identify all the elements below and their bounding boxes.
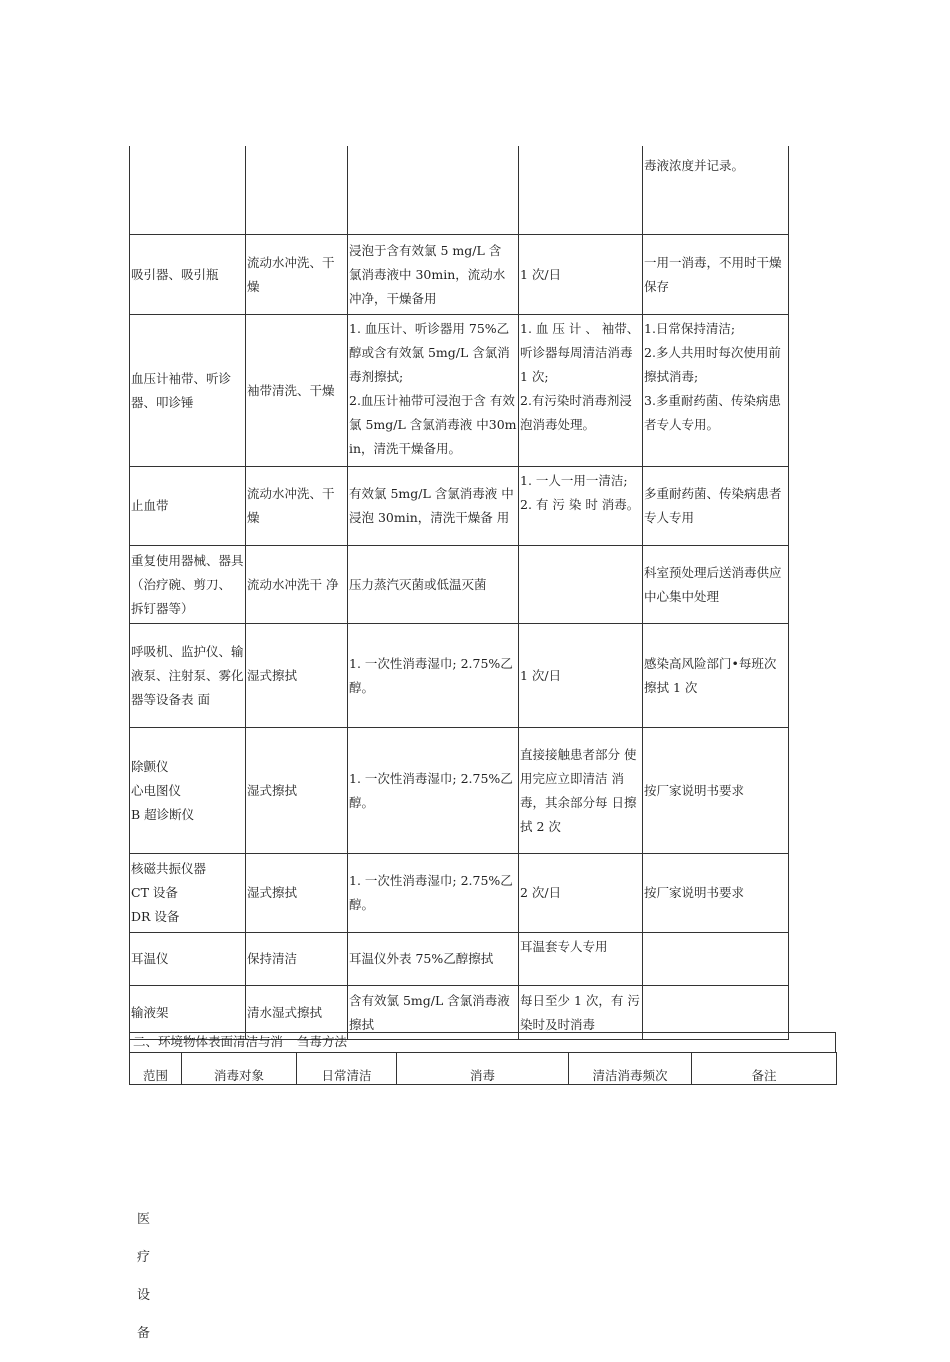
device-cell — [130, 467, 246, 546]
frequency-cell — [519, 315, 643, 467]
cell-text: DR 设备 — [131, 909, 180, 924]
frequency-cell — [519, 854, 643, 933]
cell-text: 呼吸机、监护仪、输液泵、注射泵、雾化器等设备表 面 — [131, 643, 244, 707]
cell-text: 一用一消毒，不用时干燥保存 — [644, 254, 782, 294]
cell-text: 湿式擦拭 — [247, 667, 298, 683]
table-row — [130, 235, 789, 315]
cell-text: 1. 一次性消毒湿巾; 2.75%乙醇。 — [349, 873, 513, 912]
vertical-char: 备 — [137, 1326, 151, 1341]
cell-text: 止血带 — [131, 498, 169, 513]
device-cell — [130, 933, 246, 986]
cell-text: 1 次/日 — [520, 667, 562, 683]
cell-text: 2.多人共用时每次使用前擦拭消毒; — [644, 345, 781, 384]
cell-text: 除颤仪 — [131, 758, 169, 774]
cell-text: 毒液浓度并记录。 — [644, 158, 745, 173]
table-row — [130, 146, 789, 235]
cell-text: 按厂家说明书要求 — [644, 782, 745, 798]
notes-cell — [643, 624, 789, 728]
cleaning-cell — [246, 235, 348, 315]
disinfection-cell — [348, 854, 519, 933]
cell-text: 输液架 — [131, 1004, 169, 1020]
notes-cell — [643, 467, 789, 546]
vertical-char: 医 — [137, 1212, 151, 1227]
vertical-char: 设 — [137, 1288, 151, 1303]
vertical-label — [137, 1210, 157, 1362]
disinfection-cell — [348, 235, 519, 315]
notes-cell — [643, 146, 789, 235]
cell-text: 流动水冲洗干 净 — [247, 576, 339, 592]
cell-text: 1. 一人一用一清洁; — [520, 473, 628, 488]
device-cell — [130, 315, 246, 467]
section-2-title-left: 二、环境物体表面清洁与消 — [133, 1034, 284, 1049]
disinfection-table — [129, 146, 789, 1040]
device-cell — [130, 546, 246, 624]
cell-text: 有效氯 5mg/L 含氯消毒液 中浸泡 30min，清洗干燥备 用 — [349, 486, 514, 525]
cleaning-cell — [246, 728, 348, 854]
cell-text: 1.日常保持清洁; — [644, 321, 736, 336]
table-row — [130, 315, 789, 467]
cell-text: 耳温仪 — [131, 951, 169, 966]
cell-text: 心电图仪 — [131, 782, 182, 798]
table-row — [130, 546, 789, 624]
cell-text: 每日至少 1 次，有 污染时及时消毒 — [520, 992, 640, 1032]
table-row — [130, 624, 789, 728]
notes-cell — [643, 728, 789, 854]
cell-text: 浸泡于含有效氯 5 mg/L 含 氯消毒液中 30min，流动水 冲净，干燥备用 — [349, 242, 506, 306]
section-2-title-right: 刍毒方法 — [297, 1034, 348, 1049]
disinfection-cell — [348, 546, 519, 624]
header-row — [130, 1053, 837, 1085]
cleaning-cell — [246, 624, 348, 728]
header-notes: 备注 — [692, 1053, 837, 1085]
cell-text: 袖带清洗、干燥 — [247, 382, 335, 398]
cleaning-cell — [246, 933, 348, 986]
cleaning-cell — [246, 546, 348, 624]
header-daily-cleaning: 日常清洁 — [297, 1053, 397, 1085]
cell-text: 2.有污染时消毒剂浸泡消毒处理。 — [520, 393, 632, 432]
notes-cell — [643, 546, 789, 624]
disinfection-cell — [348, 728, 519, 854]
cell-text: 压力蒸汽灭菌或低温灭菌 — [349, 576, 487, 592]
device-cell — [130, 854, 246, 933]
cell-text: 1. 一次性消毒湿巾; 2.75%乙醇。 — [349, 770, 513, 810]
device-cell — [130, 146, 246, 235]
cell-text: 流动水冲洗、干燥 — [247, 486, 335, 525]
header-disinfection: 消毒 — [397, 1053, 569, 1085]
table-row — [130, 933, 789, 986]
cell-text: 湿式擦拭 — [247, 885, 298, 900]
cell-text: CT 设备 — [131, 885, 178, 900]
cell-text: 科室预处理后送消毒供应中心集中处理 — [644, 564, 782, 604]
vertical-char: 疗 — [137, 1250, 151, 1265]
cell-text: 2.血压计袖带可浸泡于含 有效氯 5mg/L 含氯消毒液 中30min，清洗干燥备用。 — [349, 393, 517, 456]
frequency-cell — [519, 467, 643, 546]
cell-text: 按厂家说明书要求 — [644, 885, 745, 900]
frequency-cell — [519, 146, 643, 235]
cleaning-cell — [246, 146, 348, 235]
disinfection-cell — [348, 146, 519, 235]
device-cell — [130, 728, 246, 854]
cell-text: 2. 有 污 染 时 消毒。 — [520, 497, 640, 512]
cell-text: 3.多重耐药菌、传染病患者专人专用。 — [644, 393, 781, 432]
cell-text: 1. 一次性消毒湿巾; 2.75%乙醇。 — [349, 655, 513, 695]
disinfection-cell — [348, 933, 519, 986]
table-row — [130, 728, 789, 854]
cleaning-cell — [246, 467, 348, 546]
cell-text: 1. 血压计、听诊器用 75%乙 醇或含有效氯 5mg/L 含氯消毒剂擦拭; — [349, 321, 510, 384]
cell-text: 含有效氯 5mg/L 含氯消毒液擦拭 — [349, 992, 510, 1032]
notes-cell — [643, 933, 789, 986]
cell-text: 1 次/日 — [520, 266, 562, 282]
disinfection-cell — [348, 467, 519, 546]
cleaning-cell — [246, 854, 348, 933]
frequency-cell — [519, 546, 643, 624]
notes-cell — [643, 315, 789, 467]
device-cell — [130, 235, 246, 315]
cell-text: 吸引器、吸引瓶 — [131, 266, 219, 282]
disinfection-cell — [348, 624, 519, 728]
cleaning-cell — [246, 315, 348, 467]
cell-text: 听诊器每周清洁消毒 1 次; — [520, 345, 633, 384]
header-frequency: 清洁消毒频次 — [569, 1053, 692, 1085]
cell-text: 耳温仪外表 75%乙醇擦拭 — [349, 951, 494, 966]
header-object: 消毒对象 — [182, 1053, 297, 1085]
cell-text: 保持清洁 — [247, 951, 298, 966]
notes-cell — [643, 235, 789, 315]
cell-text: 感染高风险部门•每班次擦拭 1 次 — [644, 655, 777, 695]
frequency-cell — [519, 933, 643, 986]
cell-text: 2 次/日 — [520, 885, 562, 900]
cell-text: 血压计袖带、听诊器、叩诊锤 — [131, 370, 232, 410]
table-row — [130, 467, 789, 546]
cell-text: 湿式擦拭 — [247, 782, 298, 798]
frequency-cell — [519, 235, 643, 315]
environment-table-header — [129, 1052, 837, 1085]
disinfection-cell — [348, 315, 519, 467]
cell-text: 流动水冲洗、干燥 — [247, 254, 335, 294]
notes-cell — [643, 854, 789, 933]
section-2-title — [129, 1032, 836, 1052]
table-row — [130, 854, 789, 933]
cell-text: 多重耐药菌、传染病患者专人专用 — [644, 486, 782, 525]
device-cell — [130, 624, 246, 728]
cell-text: 清水湿式擦拭 — [247, 1004, 323, 1020]
cell-text: 核磁共振仪器 — [131, 861, 207, 876]
frequency-cell — [519, 624, 643, 728]
cell-text: 1. 血 压 计 、 袖带、 — [520, 321, 640, 336]
header-scope: 范围 — [130, 1053, 182, 1085]
cell-text: 重复使用器械、器具（治疗碗、剪刀、 拆钉器等） — [131, 552, 244, 616]
cell-text: 直接接触患者部分 使用完应立即清洁 消毒，其余部分每 日擦拭 2 次 — [520, 746, 637, 834]
cell-text: B 超诊断仪 — [131, 806, 195, 822]
frequency-cell — [519, 728, 643, 854]
cell-text: 耳温套专人专用 — [520, 939, 608, 954]
